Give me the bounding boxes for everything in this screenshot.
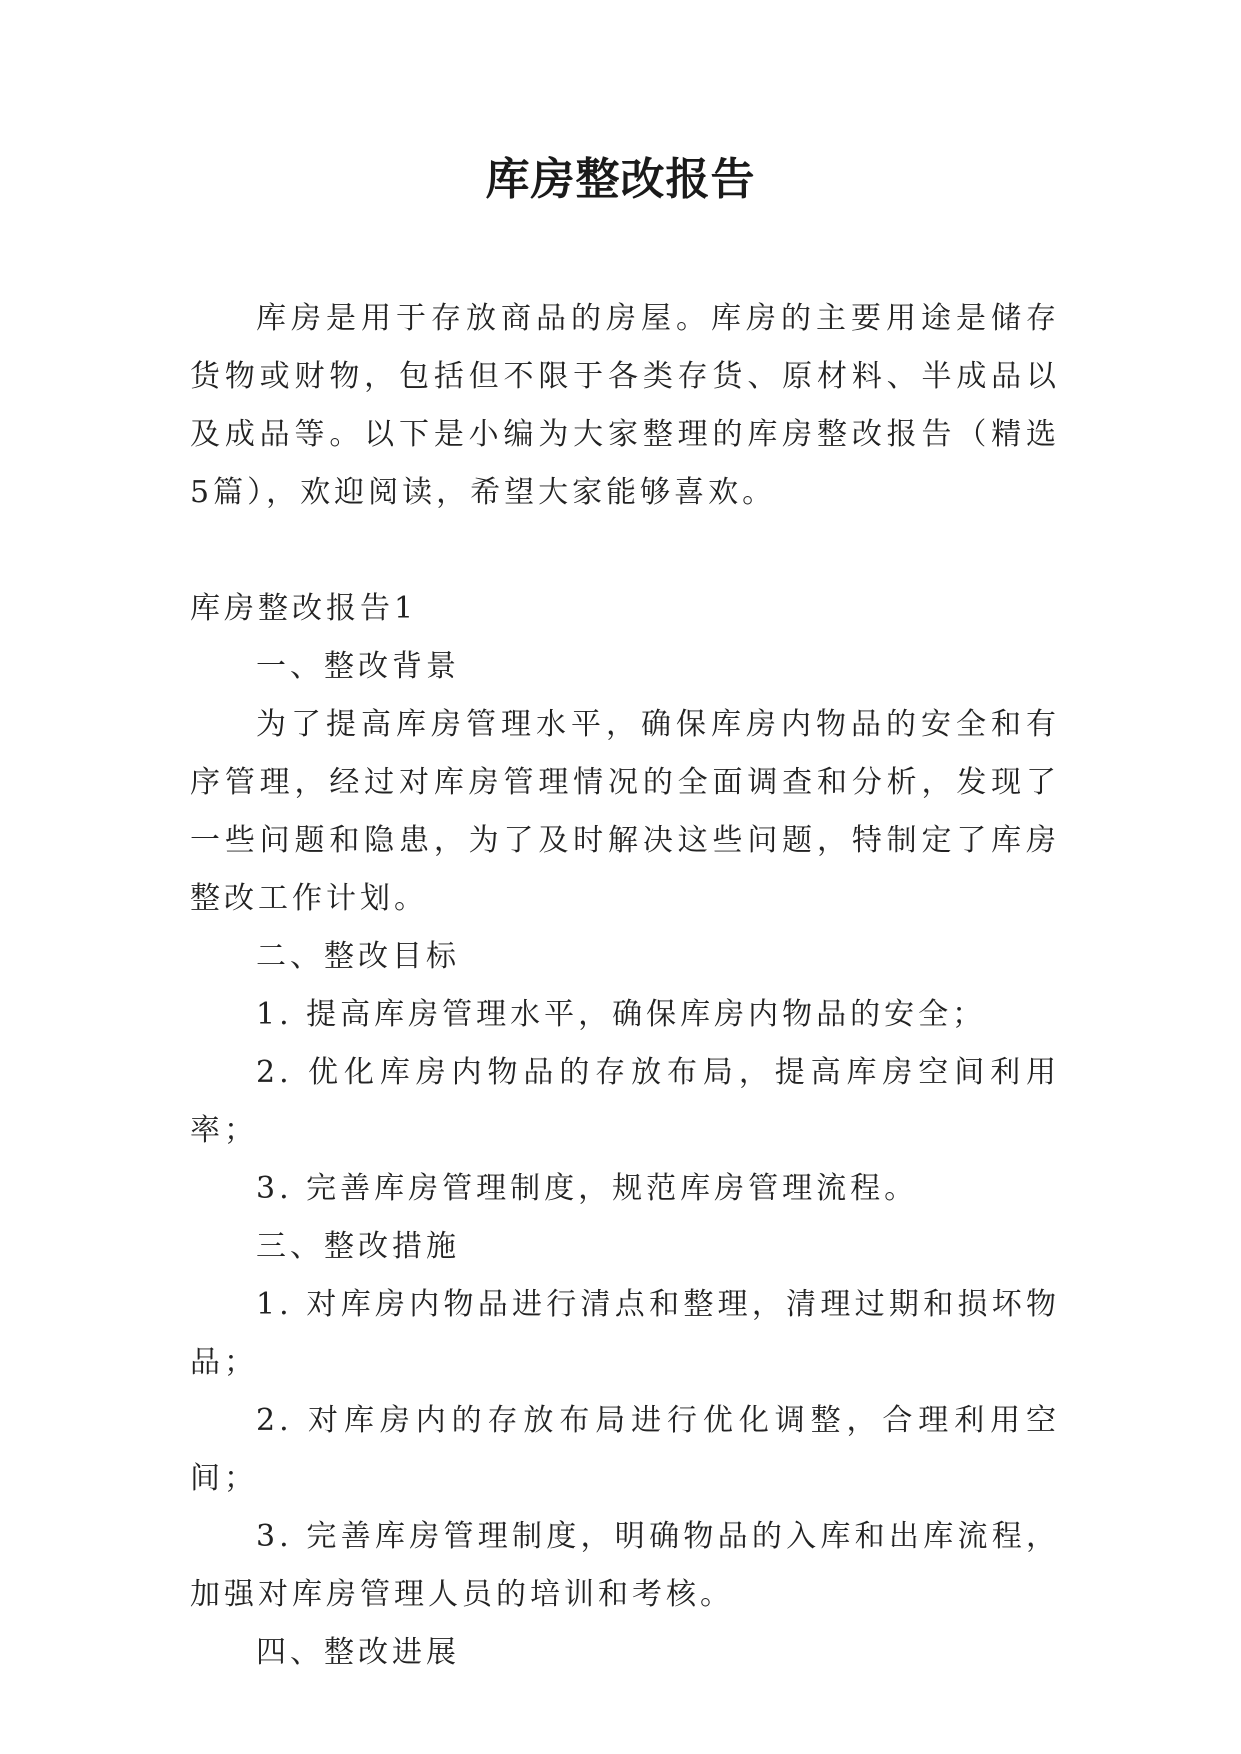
goal-item-3: 3. 完善库房管理制度，规范库房管理流程。	[256, 1171, 919, 1206]
measure-item-2: 2. 对库房内的存放布局进行优化调整，合理利用空间；	[190, 1403, 1060, 1496]
document-body	[190, 290, 1060, 1682]
heading-background: 一、整改背景	[256, 649, 460, 684]
measure-item-1: 1. 对库房内物品进行清点和整理，清理过期和损坏物品；	[190, 1287, 1060, 1380]
intro-paragraph: 库房是用于存放商品的房屋。库房的主要用途是储存货物或财物，包括但不限于各类存货、原材料、半成品以及成品等。以下是小编为大家整理的库房整改报告（精选5篇），欢迎阅读，希望大家能够喜欢。	[190, 301, 1060, 510]
goal-item-1: 1. 提高库房管理水平，确保库房内物品的安全；	[256, 997, 987, 1032]
heading-progress: 四、整改进展	[256, 1635, 460, 1670]
document-title: 库房整改报告	[485, 154, 756, 205]
background-paragraph: 为了提高库房管理水平，确保库房内物品的安全和有序管理，经过对库房管理情况的全面调查和分析，发现了一些问题和隐患，为了及时解决这些问题，特制定了库房整改工作计划。	[190, 707, 1060, 916]
heading-measures: 三、整改措施	[256, 1229, 460, 1264]
goal-item-2: 2. 优化库房内物品的存放布局，提高库房空间利用率；	[190, 1055, 1060, 1148]
section-title: 库房整改报告1	[190, 591, 418, 626]
measure-item-3: 3. 完善库房管理制度，明确物品的入库和出库流程，加强对库房管理人员的培训和考核。	[190, 1519, 1060, 1612]
heading-goals: 二、整改目标	[256, 939, 460, 974]
